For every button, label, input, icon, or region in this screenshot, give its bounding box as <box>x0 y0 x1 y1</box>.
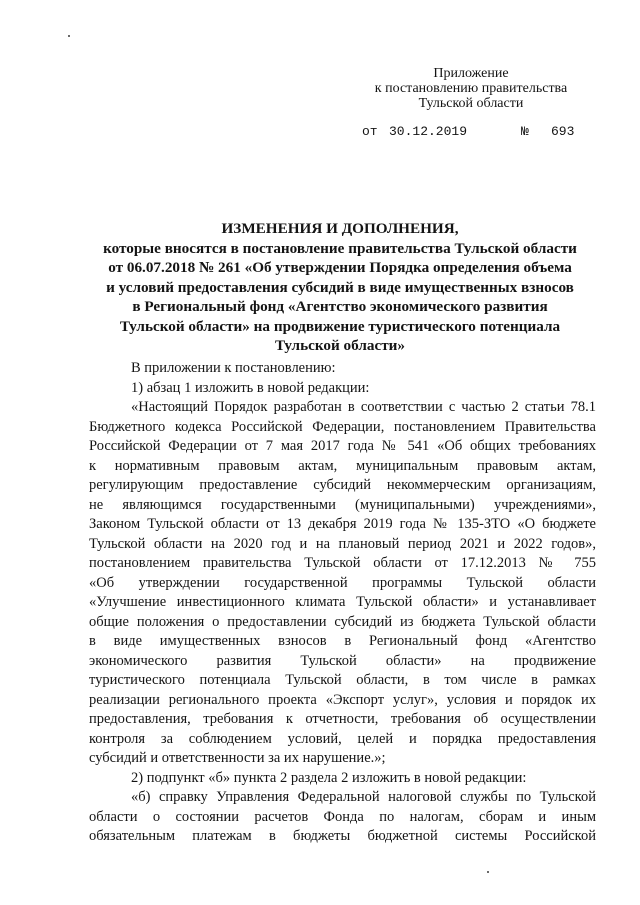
body-line: Бюджетного кодекса Российской Федерации, постановлением Правительства <box>89 418 596 435</box>
title-line-2: которые вносятся в постановление правительства Тульской области <box>103 239 577 257</box>
body-line: обязательным платежам в бюджеты бюджетной системы Российской <box>89 828 596 844</box>
body-line: постановлением правительства Тульской области от 17.12.2013 № 755 <box>89 555 596 571</box>
body-line: к нормативным правовым актам, муниципальным правовым актам, <box>89 457 596 474</box>
body-line: реализации регионального проекта «Экспорт услуг», условия и порядок их <box>89 691 596 708</box>
date-prefix: от <box>362 124 378 139</box>
body-line: 1) абзац 1 изложить в новой редакции: <box>131 379 370 396</box>
body-line: 2) подпункт «б» пункта 2 раздела 2 изложить в новой редакции: <box>131 769 527 786</box>
title-line-1: ИЗМЕНЕНИЯ И ДОПОЛНЕНИЯ, <box>221 220 459 237</box>
body-line: «Улучшение инвестиционного климата Тульской области» и устанавливает <box>89 594 596 610</box>
body-line: «Об утверждении государственной программы Тульской области <box>89 574 596 591</box>
body-line: «б) справку Управления Федеральной налоговой службы по Тульской <box>131 789 596 805</box>
body-line: области о состоянии расчетов Фонда по налогам, сборам и иным <box>89 808 596 825</box>
appendix-line-1: Приложение <box>433 66 509 81</box>
body-line: не являющимся государственными (муниципальными) учреждениями», <box>89 496 596 513</box>
title-line-4: и условий предоставления субсидий в виде имущественных взносов <box>106 278 574 296</box>
body-line: «Настоящий Порядок разработан в соответствии с частью 2 статьи 78.1 <box>131 399 596 415</box>
appendix-header <box>360 66 582 111</box>
scan-speck <box>68 35 70 37</box>
body-line: регулирующим предоставление субсидий некоммерческим организациям, <box>89 477 596 493</box>
number-sign: № <box>521 124 529 139</box>
document-body <box>89 359 596 847</box>
body-line: экономического развития Тульской области» на продвижение <box>89 652 596 669</box>
body-line: субсидий и ответственности за их нарушение.»; <box>89 750 386 766</box>
body-line: предоставления, требования к отчетности, требования об осуществлении <box>89 711 596 727</box>
body-line: Российской Федерации от 7 мая 2017 года № 541 «Об общих требованиях <box>89 438 596 454</box>
title-line-6: Тульской области» на продвижение туристического потенциала <box>119 317 561 335</box>
title-line-5: в Региональный фонд «Агентство экономического развития <box>132 298 548 315</box>
body-line: контроля за соблюдением условий, целей и порядка предоставления <box>89 730 596 747</box>
body-line: Законом Тульской области от 13 декабря 2019 года № 135-ЗТО «О бюджете <box>89 516 596 532</box>
document-title <box>60 219 620 356</box>
appendix-line-3: Тульской области <box>418 96 524 111</box>
body-line: общие положения о предоставлении субсидий из бюджета Тульской области <box>89 613 596 630</box>
document-number: 693 <box>551 124 575 139</box>
scan-speck <box>487 871 489 873</box>
body-line: В приложении к постановлению: <box>131 360 336 376</box>
appendix-line-2: к постановлению правительства <box>374 81 568 96</box>
title-line-3: от 06.07.2018 № 261 «Об утверждении Порядка определения объема <box>108 259 572 276</box>
body-line: туристического потенциала Тульской области, в том числе в рамках <box>89 672 596 688</box>
title-line-7: Тульской области» <box>274 337 406 354</box>
body-line: в виде имущественных взносов в Региональный фонд «Агентство <box>89 633 596 649</box>
body-line: Тульской области на 2020 год и на плановый период 2021 и 2022 годов», <box>89 535 596 552</box>
document-date: 30.12.2019 <box>389 124 468 139</box>
